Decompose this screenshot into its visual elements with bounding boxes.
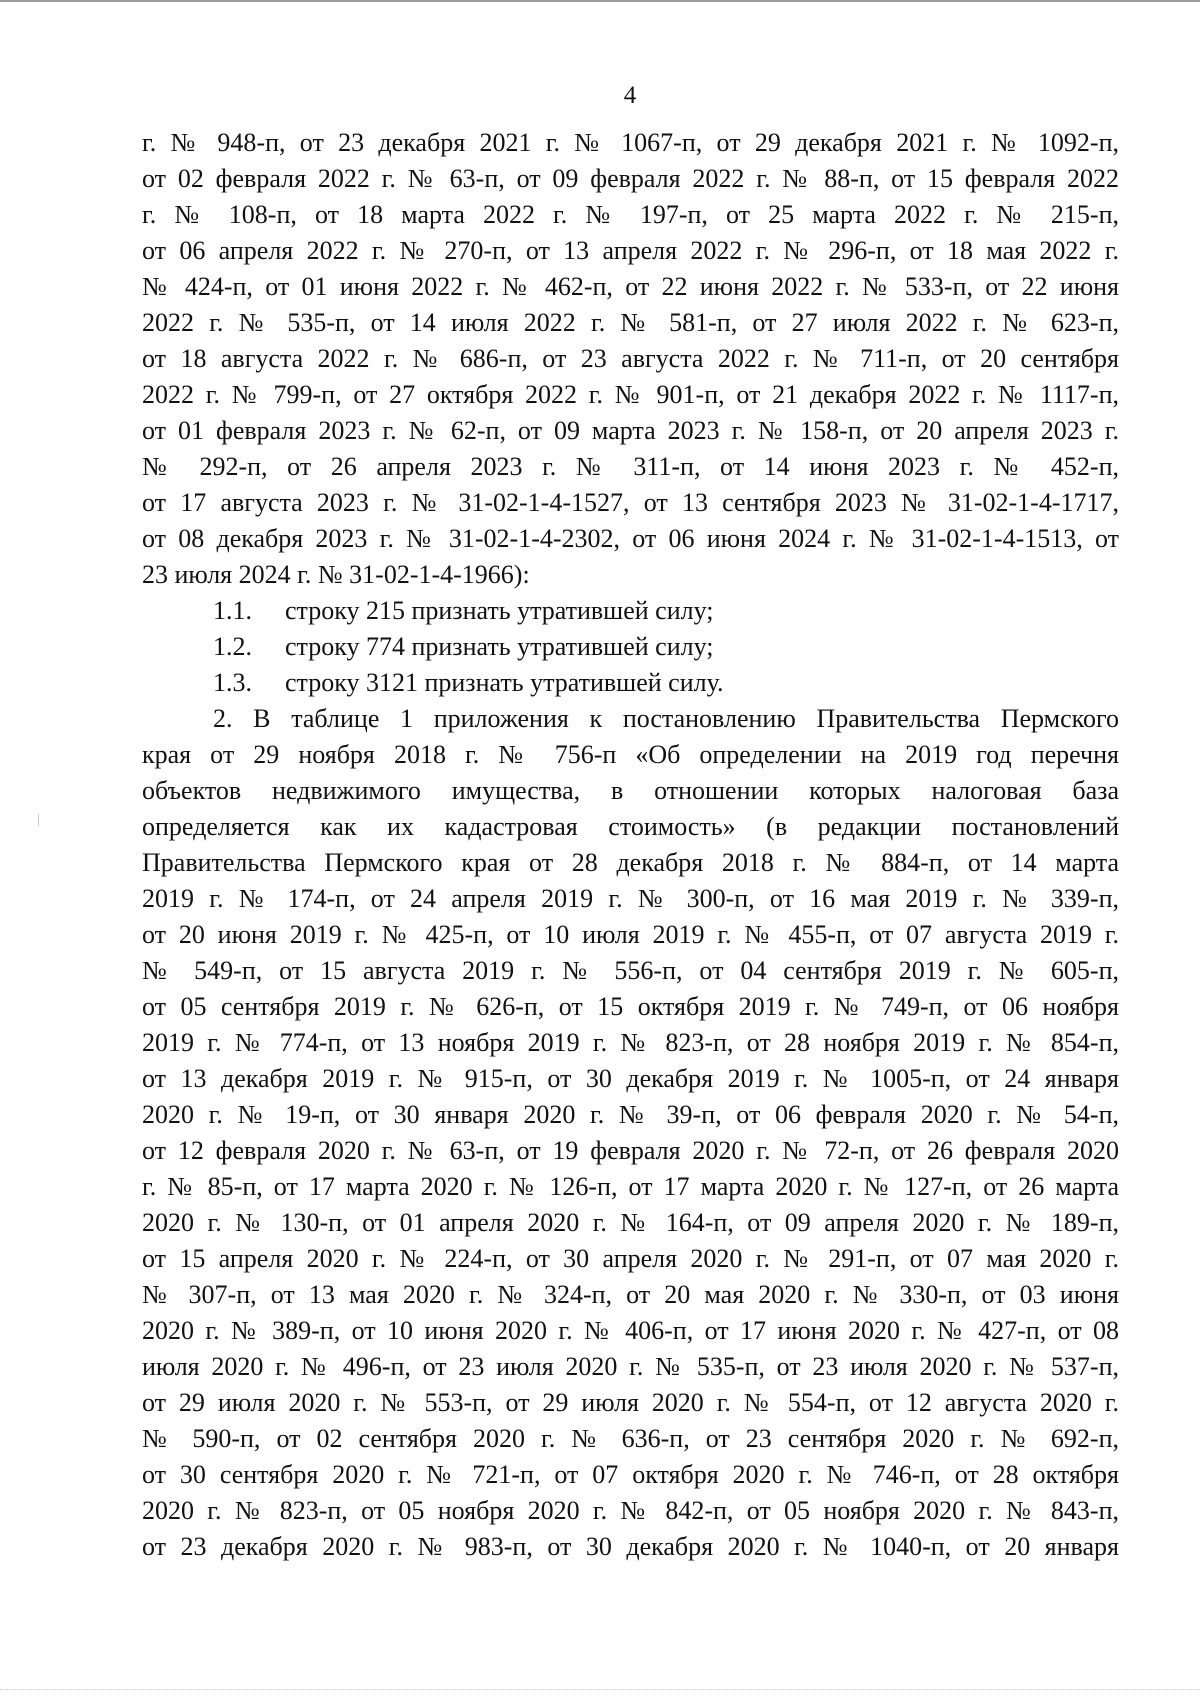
paragraph-2-line: от 13 декабря 2019 г. № 915-п, от 30 декабря 2019 г. № 1005-п, от 24 января: [142, 1064, 1119, 1093]
list-item-number: 1.1.: [213, 596, 252, 625]
paragraph-1-line: 23 июля 2024 г. № 31-02-1-4-1966):: [142, 560, 530, 589]
paragraph-1-line: от 08 декабря 2023 г. № 31-02-1-4-2302, от 06 июня 2024 г. № 31-02-1-4-1513, от: [142, 524, 1119, 553]
paragraph-2-line: от 30 сентября 2020 г. № 721-п, от 07 октября 2020 г. № 746-п, от 28 октября: [142, 1460, 1119, 1489]
paragraph-2-line: 2020 г. № 823-п, от 05 ноября 2020 г. № 842-п, от 05 ноября 2020 г. № 843-п,: [142, 1496, 1119, 1525]
paragraph-2-line: объектов недвижимого имущества, в отношении которых налоговая база: [142, 776, 1119, 805]
paragraph-2-line: 2019 г. № 774-п, от 13 ноября 2019 г. № 823-п, от 28 ноября 2019 г. № 854-п,: [142, 1028, 1119, 1057]
paragraph-1-line: 2022 г. № 799-п, от 27 октября 2022 г. № 901-п, от 21 декабря 2022 г. № 1117-п,: [142, 380, 1119, 409]
paragraph-2-line: от 05 сентября 2019 г. № 626-п, от 15 октября 2019 г. № 749-п, от 06 ноября: [142, 992, 1119, 1021]
paragraph-2-line: от 23 декабря 2020 г. № 983-п, от 30 декабря 2020 г. № 1040-п, от 20 января: [142, 1532, 1119, 1561]
paragraph-2-line: 2020 г. № 19-п, от 30 января 2020 г. № 39-п, от 06 февраля 2020 г. № 54-п,: [142, 1100, 1119, 1129]
list-item-text: строку 774 признать утратившей силу;: [285, 632, 714, 661]
paragraph-2-line: от 12 февраля 2020 г. № 63-п, от 19 февраля 2020 г. № 72-п, от 26 февраля 2020: [142, 1136, 1119, 1165]
paragraph-2-line: от 29 июля 2020 г. № 553-п, от 29 июля 2020 г. № 554-п, от 12 августа 2020 г.: [142, 1388, 1119, 1417]
paragraph-1-line: № 424-п, от 01 июня 2022 г. № 462-п, от 22 июня 2022 г. № 533-п, от 22 июня: [142, 272, 1119, 301]
scan-mark: [38, 814, 39, 826]
page-number: 4: [623, 82, 637, 109]
list-item: [142, 665, 1119, 701]
paragraph-1-line: № 292-п, от 26 апреля 2023 г. № 311-п, от 14 июня 2023 г. № 452-п,: [142, 452, 1119, 481]
paragraph-2-line: г. № 85-п, от 17 марта 2020 г. № 126-п, от 17 марта 2020 г. № 127-п, от 26 марта: [142, 1172, 1119, 1201]
page-bottom-edge: [0, 1689, 1200, 1691]
paragraph-2-line: Правительства Пермского края от 28 декабря 2018 г. № 884-п, от 14 марта: [142, 848, 1119, 877]
paragraph-2-line: № 590-п, от 02 сентября 2020 г. № 636-п, от 23 сентября 2020 г. № 692-п,: [142, 1424, 1119, 1453]
paragraph-1-line: от 18 августа 2022 г. № 686-п, от 23 августа 2022 г. № 711-п, от 20 сентября: [142, 344, 1119, 373]
paragraph-2-line: 2020 г. № 130-п, от 01 апреля 2020 г. № 164-п, от 09 апреля 2020 г. № 189-п,: [142, 1208, 1119, 1237]
paragraph-1-line: от 17 августа 2023 г. № 31-02-1-4-1527, от 13 сентября 2023 № 31-02-1-4-1717,: [142, 488, 1119, 517]
paragraph-1-line: от 01 февраля 2023 г. № 62-п, от 09 марта 2023 г. № 158-п, от 20 апреля 2023 г.: [142, 416, 1119, 445]
paragraph-1-line: от 02 февраля 2022 г. № 63-п, от 09 февраля 2022 г. № 88-п, от 15 февраля 2022: [142, 164, 1119, 193]
paragraph-2-line: июля 2020 г. № 496-п, от 23 июля 2020 г. № 535-п, от 23 июля 2020 г. № 537-п,: [142, 1352, 1119, 1381]
list-item: [142, 629, 1119, 665]
paragraph-1-line: 2022 г. № 535-п, от 14 июля 2022 г. № 581-п, от 27 июля 2022 г. № 623-п,: [142, 308, 1119, 337]
list-item-number: 1.3.: [213, 668, 252, 697]
paragraph-1-line: г. № 948-п, от 23 декабря 2021 г. № 1067-п, от 29 декабря 2021 г. № 1092-п,: [142, 128, 1119, 157]
list-item-number: 1.2.: [213, 632, 252, 661]
paragraph-2-line: от 20 июня 2019 г. № 425-п, от 10 июля 2019 г. № 455-п, от 07 августа 2019 г.: [142, 920, 1119, 949]
paragraph-1-line: г. № 108-п, от 18 марта 2022 г. № 197-п, от 25 марта 2022 г. № 215-п,: [142, 200, 1119, 229]
paragraph-2-line: края от 29 ноября 2018 г. № 756-п «Об определении на 2019 год перечня: [142, 740, 1119, 769]
list-item: [142, 593, 1119, 629]
paragraph-1-line: от 06 апреля 2022 г. № 270-п, от 13 апреля 2022 г. № 296-п, от 18 мая 2022 г.: [142, 236, 1119, 265]
paragraph-2-line: определяется как их кадастровая стоимость» (в редакции постановлений: [142, 812, 1119, 841]
paragraph-2-line: № 307-п, от 13 мая 2020 г. № 324-п, от 20 мая 2020 г. № 330-п, от 03 июня: [142, 1280, 1119, 1309]
paragraph-2-line: 2. В таблице 1 приложения к постановлению Правительства Пермского: [213, 704, 1119, 733]
list-item-text: строку 215 признать утратившей силу;: [285, 596, 714, 625]
paragraph-2-line: от 15 апреля 2020 г. № 224-п, от 30 апреля 2020 г. № 291-п, от 07 мая 2020 г.: [142, 1244, 1119, 1273]
list-item-text: строку 3121 признать утратившей силу.: [285, 668, 724, 697]
paragraph-2-line: № 549-п, от 15 августа 2019 г. № 556-п, от 04 сентября 2019 г. № 605-п,: [142, 956, 1119, 985]
paragraph-2-line: 2020 г. № 389-п, от 10 июня 2020 г. № 406-п, от 17 июня 2020 г. № 427-п, от 08: [142, 1316, 1119, 1345]
document-body: [142, 125, 1119, 1565]
paragraph-2-line: 2019 г. № 174-п, от 24 апреля 2019 г. № 300-п, от 16 мая 2019 г. № 339-п,: [142, 884, 1119, 913]
